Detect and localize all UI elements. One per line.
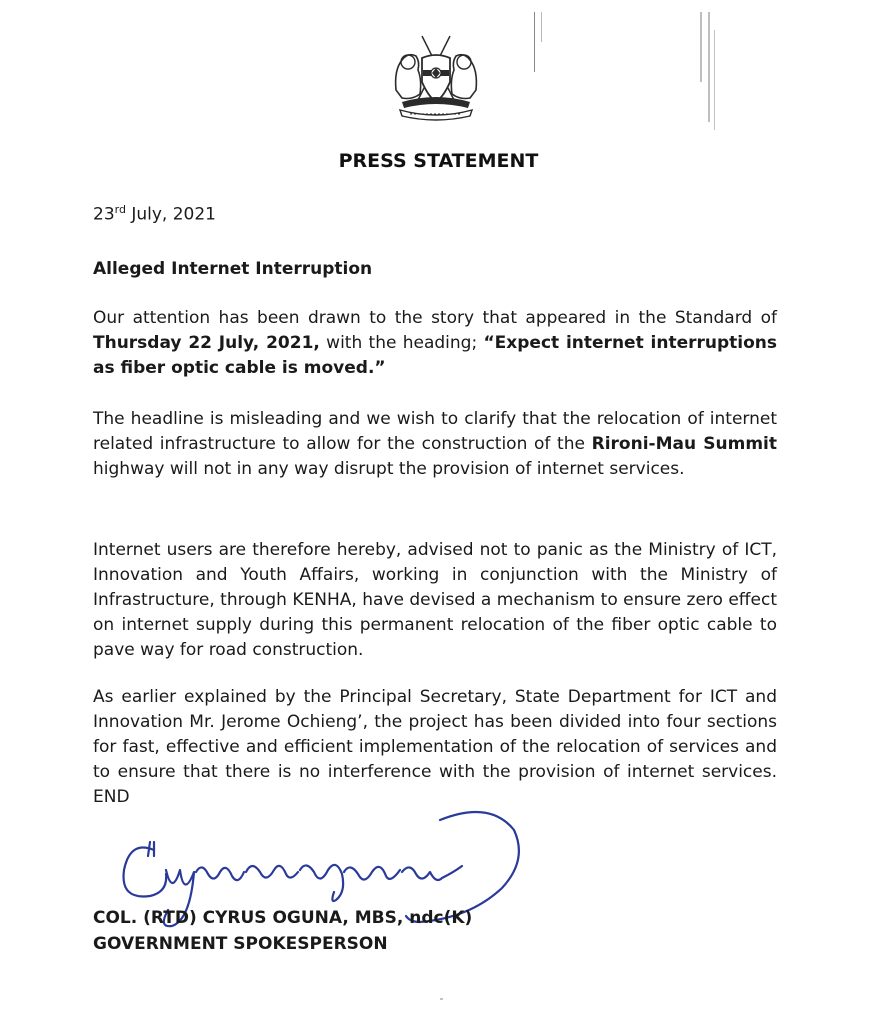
paragraph-1-text-a: Our attention has been drawn to the story that appeared in the Standard of <box>93 308 777 328</box>
signatory-name: COL. (RTD) CYRUS OGUNA, MBS, ndc(K) <box>93 908 473 928</box>
paragraph-3: Internet users are therefore hereby, advised not to panic as the Ministry of ICT, Innovation and Youth Affairs, working in conjunction with the Ministry of Infrastructure, through KENHA, have devised a mechanism to ensure zero effect on internet supply during this permanent relocation of the fiber optic cable to pave way for road construction. <box>93 540 777 660</box>
signatory-title: GOVERNMENT SPOKESPERSON <box>93 934 388 954</box>
scan-dot-mark <box>440 998 443 1000</box>
paragraph-2-text-a: The headline is misleading and we wish to clarify that the relocation of internet related infrastructure to allow for the construction of the <box>93 409 777 454</box>
coat-of-arms-icon <box>388 30 484 122</box>
paragraph-2-text-c: highway will not in any way disrupt the provision of internet services. <box>93 459 685 479</box>
paragraph-1-text-c: with the heading; <box>319 333 484 353</box>
paragraph-1-date-bold: Thursday 22 July, 2021, <box>93 333 320 353</box>
paragraph-2 <box>93 407 777 482</box>
date-day: 23 <box>93 204 115 225</box>
paragraph-1-heading-quote: “Expect internet interruptions as fiber optic cable is moved.” <box>93 333 777 378</box>
paragraph-4: As earlier explained by the Principal Secretary, State Department for ICT and Innovation Mr. Jerome Ochieng’, the project has been divided into four sections for fast, effective and efficient implementation of the relocation of services and to ensure that there is no interference with the provision of internet services. END <box>93 687 777 807</box>
paragraph-1 <box>93 306 777 381</box>
scan-line-mark <box>534 12 535 72</box>
scan-line-mark <box>714 30 715 130</box>
scan-line-mark <box>541 12 542 42</box>
scan-line-mark <box>700 12 702 82</box>
statement-subject: Alleged Internet Interruption <box>93 259 373 279</box>
scan-line-mark <box>708 12 710 122</box>
paragraph-2-highway-bold: Rironi-Mau Summit <box>591 434 777 454</box>
statement-date <box>93 203 216 225</box>
document-title: PRESS STATEMENT <box>338 150 539 172</box>
date-suffix: rd <box>114 203 126 216</box>
date-month-year: July, 2021 <box>125 204 216 225</box>
